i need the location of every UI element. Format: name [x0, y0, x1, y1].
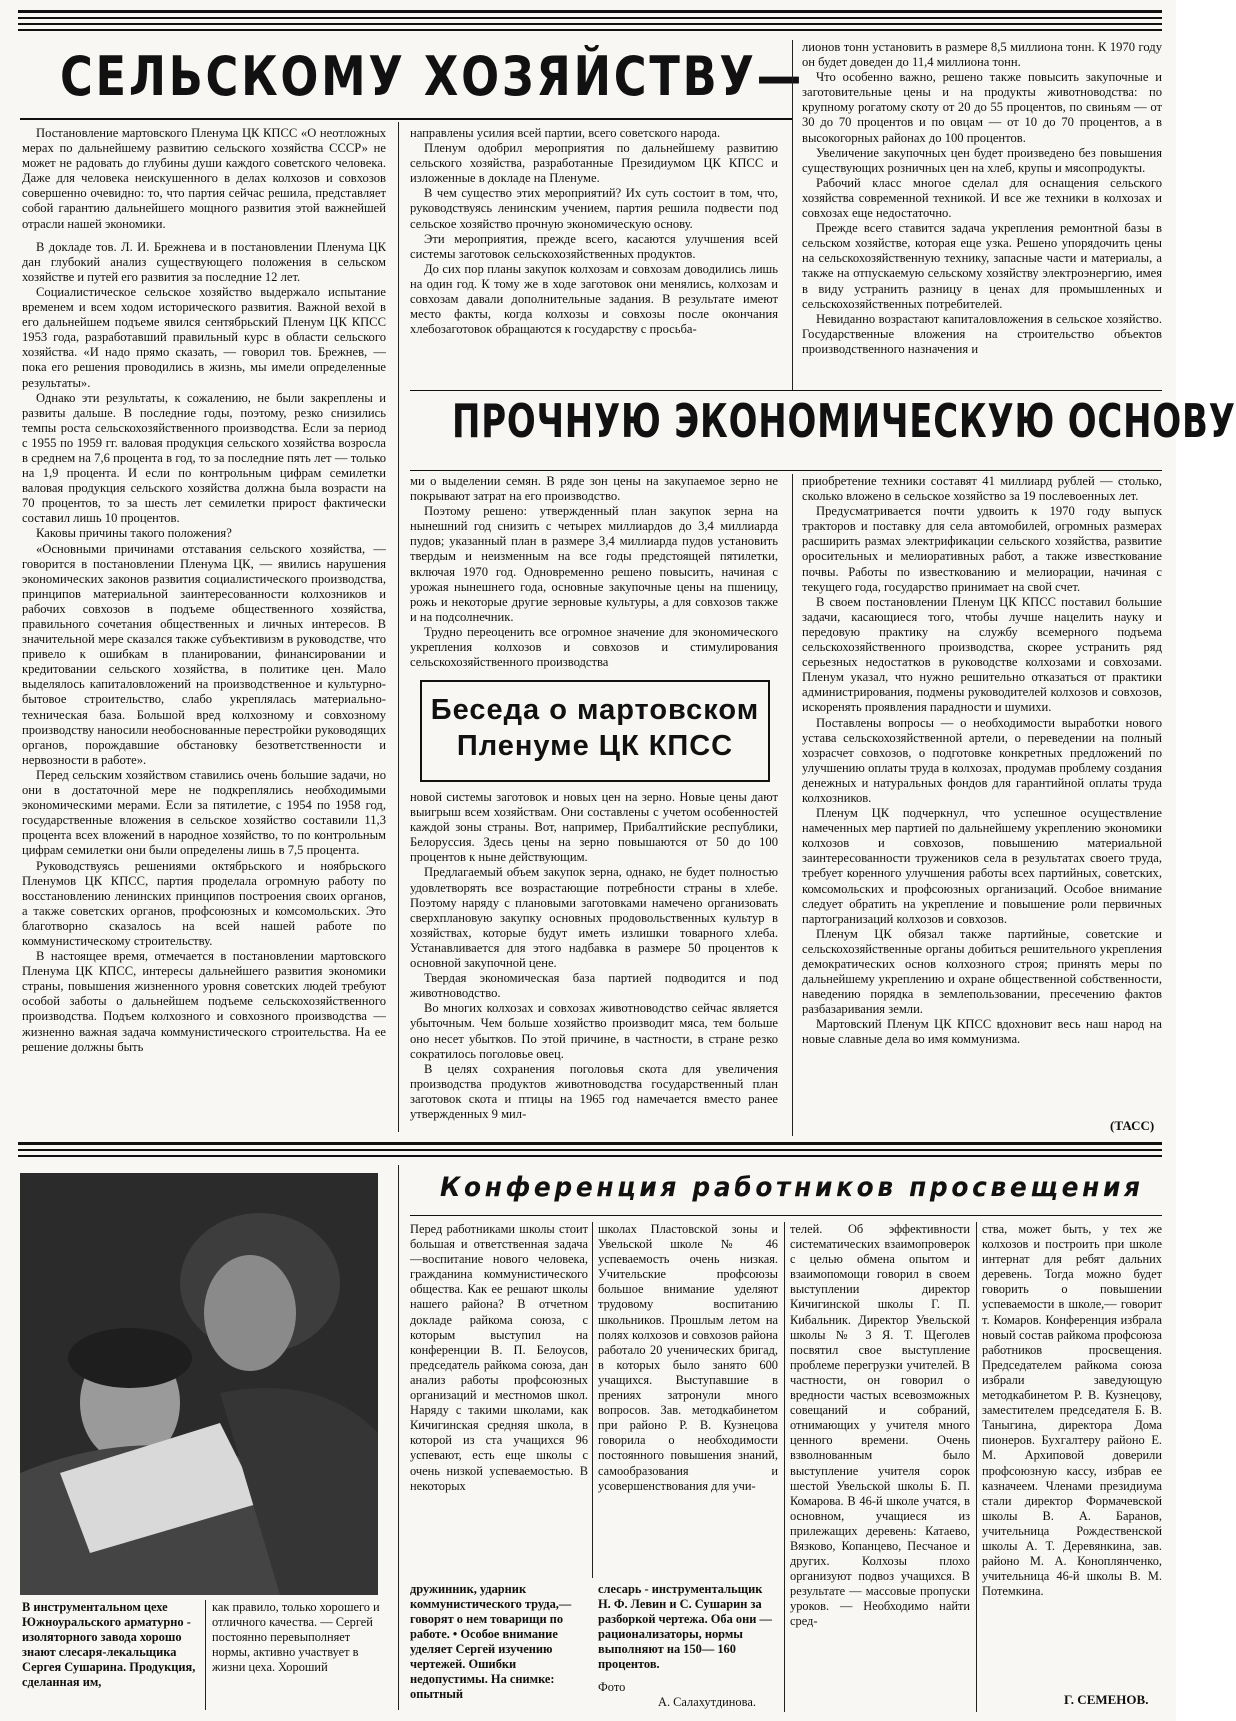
paragraph: Увеличение закупочных цен будет произведено без повышения существующих розничных цен на хлеб, крупы и мясопродукты.: [802, 145, 1162, 175]
box-label: Беседа о мартовском Пленуме ЦК КПСС: [430, 694, 760, 762]
paragraph: новой системы заготовок и новых цен на зерно. Новые цены дают выигрыш всем хозяйствам. Они составлены с учетом особенностей каждой зоны страны. Вот, например, Прибалтийские республики, Белоруссия. Здесь цены на зерно повышаются от 50 до 100 процентов к ныне действующим.: [410, 790, 778, 865]
top-rule: [18, 10, 1162, 13]
section-rule: [18, 1155, 1162, 1157]
caption-text: В инструментальном цехе Южноуральского арматурно - изоляторного завода хорошо знают слесаря-лекальщика Сергея Сушарина. Продукция, сделанная им,: [22, 1600, 196, 1689]
top-rule: [18, 23, 1162, 25]
paragraph: Перед работниками школы стоит большая и ответственная задача—воспитание нового человека, гражданина коммунистического общества. Как ее решают школы нашего района? В отчетном докладе райкома союза, с которым выступил на конференции В. П. Белоусов, председатель райкома союза, дан анализ работы профсоюзных организаций и местномов школ. Наряду с такими школами, как Кичигинская средняя школа, в которой из ста учащихся 96 успевают, есть еще школы с очень низкой успеваемостью. В некоторых: [410, 1222, 588, 1493]
paragraph: Невиданно возрастают капиталовложения в сельское хозяйство. Государственные вложения на строительство объектов производственного назначения и: [802, 311, 1162, 356]
paragraph: Пленум ЦК обязал также партийные, советские и сельскохозяйственные органы добиться решительного укрепления демократических основ колхозного строя; принять меры по дальнейшему укреплению и охране общественной собственности, наведению порядка в землепользовании, пресечению фактов разбазаривания земли.: [802, 926, 1162, 1017]
caption-text: как правило, только хорошего и отличного качества. — Сергей постоянно перевыполняет нормы, активно участвует в жизни цеха. Хороший: [212, 1600, 380, 1674]
photo-caption-2: [212, 1600, 380, 1710]
paragraph: Что особенно важно, решено также повысить закупочные и заготовительные цены и на продукты животноводства: по крупному рогатому скоту от 20 до 55 процентов, по свиньям — от 30 до 70 процентов и по овцам — от 10 до 70 процентов, а в высокогорных районах до 100 процентов.: [802, 70, 1162, 145]
article-column-3-bottom: [802, 474, 1162, 1114]
worker-photo: [20, 1173, 378, 1595]
conference-column-2: [598, 1222, 778, 1578]
paragraph: Пленум ЦК подчеркнул, что успешное осуществление намеченных мер партией по дальнейшему укреплению экономики колхозов и совхозов, повышению материальной заинтересованности тружеников села в результатах своего труда, требует коренного улучшения работы всех партийных, советских, комсомольских и профсоюзных организаций. Особое внимание следует обратить на укрепление и повышение роли первичных партогранизаций колхозов и совхозов.: [802, 806, 1162, 926]
paragraph: ства, может быть, у тех же колхозов и построить при школе интернат для ребят дальних деревень. Тогда можно будет говорить о повышении успеваемости в школе,— говорит т. Комаров. Конференция избрала новый состав райкома профсоюза работников просвещения. Председателем райкома союза избрали заведующую методкабинетом Р. В. Кузнецову, заместителем председателя Б. В. Таныгина, директора Дома пионеров. Бухгалтеру районо Е. М. Архиповой доверили профсоюзную кассу, избрав ее казначеем. Членами президиума стали директор Формачевской школы В. А. Баранов, учительница Рождественской школы А. Т. Деревянкина, зав. районо М. А. Коноплянченко, учительница 46-й школы В. М. Потемкина.: [982, 1222, 1162, 1599]
article-column-2-mid: [410, 474, 778, 670]
article-column-1: [22, 126, 386, 1136]
paragraph: Во многих колхозах и совхозах животноводство сейчас является убыточным. Чем больше хозяйство производит мяса, тем больше оно несет убытков. По этой причине, в частности, в стране резко сократилось поголовье овец.: [410, 1001, 778, 1061]
article-column-3-top: [802, 40, 1162, 390]
paragraph: В чем существо этих мероприятий? Их суть состоит в том, что, руководствуясь ленинским учением, партия решила подвести под сельское хозяйство прочную экономическую основу.: [410, 186, 778, 231]
paragraph: Постановление мартовского Пленума ЦК КПСС «О неотложных мерах по дальнейшему развитию сельского хозяйства СССР» не может не радовать до глубины души каждого советского человека. Даже для человека неискушенного в делах колхозов и совхозов совершенно очевидно: то, что партия сейчас решила, представляет собой гарантию дальнейшего мощного развития этой важнейшей отрасли нашей экономики.: [22, 126, 386, 231]
paragraph: Социалистическое сельское хозяйство выдержало испытание временем и всем ходом исторического развития. Важной вехой в его дальнейшем подъеме явился сентябрьский Пленум ЦК КПСС 1953 года, разработавший правильный курс в области сельского хозяйства. «И надо прямо сказать, — говорил тов. Брежнев, — пока его решения проводились в жизнь, мы имели определенные результаты».: [22, 284, 386, 390]
paragraph: До сих пор планы закупок колхозам и совхозам доводились лишь на один год. К тому же в ходе заготовок они менялись, колхозам и совхозам давали дополнительные задания. В результате имеют место факты, когда колхозы и совхозы после окончания хлебозаготовок обращаются к государству с просьба-: [410, 261, 778, 337]
paragraph: В своем постановлении Пленум ЦК КПСС поставил большие задачи, касающиеся того, чтобы лучше нацелить науку и передовую практику на службу всемерного подъема сельскохозяйственного производства, скорее устранить ряд серьезных недостатков в руководстве колхозами и совхозами. Пленум указал, что нужно решительно отказаться от практики администрирования, подмены руководителей колхозов и совхозов, искоренять проявления парадности и шумихи.: [802, 594, 1162, 715]
column-divider: [976, 1222, 977, 1712]
article-column-2-top: [410, 126, 778, 390]
column-divider: [792, 40, 793, 390]
paragraph: Перед сельским хозяйством ставились очень большие задачи, но они в достаточной мере не подкреплялись необходимыми экономическими мерами. Если за пятилетие, с 1954 по 1958 год, государственные вложения в сельское хозяйство составили 11,3 процента всех вложений в народное хозяйство, то по контрольным цифрам семилетки они были определены лишь в 7,5 процента.: [22, 767, 386, 858]
paragraph: Каковы причины такого положения?: [36, 526, 232, 541]
paragraph: Предлагаемый объем закупок зерна, однако, не будет полностью удовлетворять все возрастающие потребности страны в хлебе. Поэтому наряду с плановыми заготовками намечено организовать сверхплановую закупку основных продовольственных культур в хозяйствах, которые будут иметь излишки товарного хлеба. Устанавливается для этого надбавка в размере 50 процентов к основной закупочной цене.: [410, 865, 778, 971]
conference-column-3: [790, 1222, 970, 1712]
paragraph: лионов тонн установить в размере 8,5 миллиона тонн. К 1970 году он будет доведен до 11,4 миллиона тонн.: [802, 40, 1162, 70]
tass-credit: (ТАСС): [1110, 1118, 1155, 1133]
paragraph: «Основными причинами отставания сельского хозяйства, — говорится в постановлении Пленума ЦК, — явились нарушения экономических законов развития социалистического производства, принципов материальной заинтересованности колхозников и рабочих совхозов в подъеме общественного хозяйства, правильного сочетания общественных и личных интересов. В значительной мере сказался также субъективизм в руководстве, что привело к ошибкам в планировании, финансировании и кредитовании сельского хозяйства, в политике цен. Мало выделялось капиталовложений на производственное и культурно-бытовое строительство, слабо укреплялась материально-техническая база. Большой вред колхозному и совхозному производству наносили необоснованные перестройки руководящих органов, порождавшие обстановку безответственности и нервозности в работе».: [22, 541, 386, 767]
column-divider: [398, 122, 399, 1132]
paragraph: направлены усилия всей партии, всего советского народа.: [410, 126, 721, 140]
headline-underline: [20, 118, 792, 120]
paragraph: Мартовский Пленум ЦК КПСС вдохновит весь наш народ на новые славные дела во имя коммунизма.: [802, 1017, 1162, 1047]
headline-rule: [410, 1215, 1162, 1216]
column-divider: [784, 1222, 785, 1712]
paragraph: В настоящее время, отмечается в постановлении мартовского Пленума ЦК КПСС, интересы дальнейшего развития экономики страны, повышения жизненного уровня советских людей требуют особой заботы о дальнейшем подъеме сельскохозяйственного производства. Подъем колхозного и совхозного производства — жизненно важная задача коммунистического строительства. На ее решение должны быть: [22, 949, 386, 1054]
photo-caption-1: [22, 1600, 198, 1710]
subtitle-box: [420, 680, 770, 782]
paragraph: Поэтому решено: утвержденный план закупок зерна на нынешний год снизить с четырех миллиардов до 3,4 миллиарда пудов; указанный план в размере 3,4 миллиарда пудов установить твердым и неизменным на все годы предстоящей пятилетки, включая 1970 год. Одновременно решено повысить, начиная с урожая нынешнего года, основные закупочные цены на пшеницу, рожь и некоторые другие зерновые культуры, а для совхозов также и на подсолнечник.: [410, 504, 778, 624]
headline-agriculture: СЕЛЬСКОМУ ХОЗЯЙСТВУ—: [60, 45, 805, 108]
section-rule: [18, 1142, 1162, 1145]
headline-economic-basis: ПРОЧНУЮ ЭКОНОМИЧЕСКУЮ ОСНОВУ: [452, 394, 1236, 448]
headline-rule: [410, 390, 1162, 391]
paragraph: Пленум одобрил мероприятия по дальнейшему развитию сельского хозяйства, разработанные Президиумом ЦК КПСС и изложенные в докладе на Пленуме.: [410, 141, 778, 186]
photo-caption-3: [410, 1582, 588, 1710]
credit-label: Фото: [598, 1680, 626, 1694]
paragraph: Рабочий класс многое сделал для оснащения сельского хозяйства современной техникой. И все же техники в колхозах и совхозах еще недостаточно.: [802, 175, 1162, 221]
top-rule: [18, 17, 1162, 19]
photo-image: [20, 1173, 378, 1595]
paragraph: Руководствуясь решениями октябрьского и ноябрьского Пленумов ЦК КПСС, партия проделала огромную работу по восстановлению ленинских принципов построения своих органов, а также советских органов, профсоюзных и комсомольских. Это благотворно сказалось на всей нашей работе по коммунистическому строительству.: [22, 858, 386, 948]
caption-text: дружинник, ударник коммунистического труда,— говорят о нем товарищи по работе. • Особое внимание уделяет Сергей изучению чертежей. Ошибки недопустимы. На снимке: опытный: [410, 1582, 572, 1701]
column-divider: [792, 474, 793, 1136]
paragraph: Твердая экономическая база партией подводится и под животноводство.: [410, 971, 778, 1001]
paragraph: приобретение техники составят 41 миллиард рублей — столько, сколько вложено в сельское хозяйство за 19 послевоенных лет.: [802, 474, 1162, 504]
article-column-2-bottom: [410, 790, 778, 1136]
conference-headline: Конференция работников просвещения: [440, 1172, 1144, 1203]
column-divider: [398, 1165, 399, 1710]
column-divider: [592, 1222, 593, 1578]
author-signature: Г. СЕМЕНОВ.: [1064, 1692, 1149, 1707]
top-rule: [18, 29, 1162, 31]
photo-caption-4: [598, 1582, 778, 1692]
paragraph: школах Пластовской зоны и Увельской школе № 46 успеваемость очень низкая. Учительские профсоюзы большое внимание уделяют трудовому воспитанию школьников. Прошлым летом на полях колхозов и совхозов района работало 20 ученических бригад, в которых было занято 600 учащихся. Выступавшие в прениях затронули много вопросов. Зав. методкабинетом при районо Р. В. Кузнецова говорила о необходимости постоянного повышения знаний, самообразования и усовершенствования для учи-: [598, 1222, 778, 1493]
caption-text: слесарь - инструментальщик Н. Ф. Левин и С. Сушарин за разборкой чертежа. Оба они — рационализаторы, нормы выполняют на 150— 160 процентов.: [598, 1582, 772, 1671]
paragraph: Предусматривается почти удвоить к 1970 году выпуск тракторов и поставку для села автомобилей, огромных размерах расширить размах электрификации сельского хозяйства, развитие оросительных и мелиоративных работ, а также известкование почвы. Работы по известкованию и мелиорации, начиная с текущего года, государство принимает на свой счет.: [802, 504, 1162, 594]
headline-rule: [410, 470, 1162, 471]
paragraph: Однако эти результаты, к сожалению, не были закреплены и развиты дальше. В последние годы, поэтому, резко снизились темпы роста сельскохозяйственного производства. Если за период с 1955 по 1959 гг. валовая продукция сельского хозяйства возросла в среднем на 7,6 процента в год, то за последние пять лет — только на 1,9 процента. И если по контрольным цифрам семилетки валовая продукция сельского хозяйства должна была возрасти на 70 процентов, то за шесть лет семилетки прирост фактически составил лишь 10 процентов.: [22, 390, 386, 526]
column-divider: [205, 1600, 206, 1710]
paragraph: Прежде всего ставится задача укрепления ремонтной базы в сельском хозяйстве, которая еще узка. Решено упорядочить цены на сельскохозяйственную технику, запасные части и материалы, а также на отпускаемую сельскому хозяйству электроэнергию, имея в виду устранить разницу в ценах для промышленных и сельскохозяйственных потребителей.: [802, 221, 1162, 311]
paragraph: телей. Об эффективности систематических взаимопроверок с целью обмена опытом и взаимопомощи говорил в своем выступлении директор Кичигинской школы Г. П. Кибальник. Директор Увельской школы № 3 Я. Т. Щеголев посвятил свое выступление проблеме перегрузки учителей. В частности, он говорил о вредности частых всевозможных совещаний и собраний, отнимающих у учителя много ценного времени. Очень взволнованным было выступление учителя сорок шестой Увельской школы Б. П. Комарова. В 46-й школе учатся, в основном, учащиеся из прилежащих деревень: Катаево, Вязково, Копанцево, Песчаное и других. Колхозы плохо организуют подвоз учащихся. В результате — массовые пропуски уроков. — Необходимо найти сред-: [790, 1222, 970, 1629]
paragraph: В докладе тов. Л. И. Брежнева и в постановлении Пленума ЦК дан глубокий анализ существующего положения в сельском хозяйстве и путей его развития за последние 12 лет.: [22, 239, 386, 284]
paragraph: Трудно переоценить все огромное значение для экономического укрепления колхозов и совхозов и стимулирования сельскохозяйственного производства: [410, 624, 778, 670]
photo-credit: [598, 1680, 778, 1714]
paragraph: Поставлены вопросы — о необходимости выработки нового устава сельскохозяйственной артели, о переведении на полный хозрасчет совхозов, о подготовке конкретных предложений по улучшению оплаты труда в колхозах, продумав проблему создания денежных и натуральных фондов для гарантийной оплаты труда колхозников.: [802, 715, 1162, 805]
paragraph: В целях сохранения поголовья скота для увеличения производства продуктов животноводства государственный план заготовок скота и птицы на 1965 год намечается вместо ранее утвержденных 9 мил-: [410, 1061, 778, 1121]
paragraph: ми о выделении семян. В ряде зон цены на закупаемое зерно не покрывают затрат на его производство.: [410, 474, 778, 504]
paragraph: Эти мероприятия, прежде всего, касаются улучшения всей системы заготовок сельскохозяйственных продуктов.: [410, 231, 778, 261]
section-rule: [18, 1149, 1162, 1151]
conference-column-4: [982, 1222, 1162, 1682]
conference-column-1: [410, 1222, 588, 1578]
credit-name: А. Салахутдинова.: [658, 1695, 756, 1709]
